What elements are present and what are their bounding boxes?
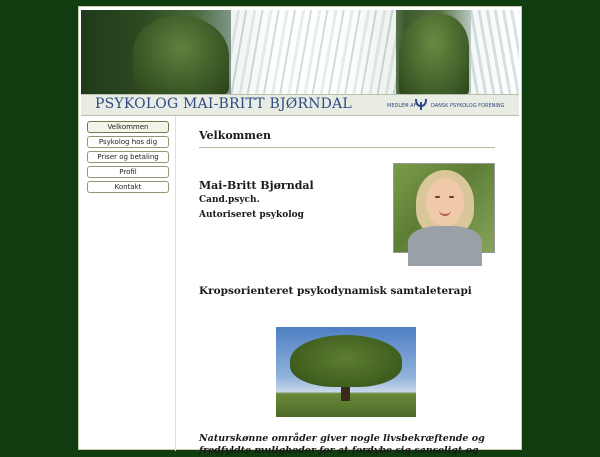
dansk-psykolog-forening-logo[interactable] bbox=[415, 98, 427, 110]
header-banner-waterfall-image bbox=[81, 10, 519, 94]
psychologist-role: Autoriseret psykolog bbox=[199, 210, 304, 220]
member-label: MEDLEM AF bbox=[387, 103, 417, 109]
page-heading: Velkommen bbox=[199, 129, 495, 148]
nav-item-profil[interactable]: Profil bbox=[87, 166, 169, 178]
psychologist-name: Mai-Britt Bjørndal bbox=[199, 179, 314, 192]
title-bar bbox=[81, 94, 519, 116]
org-name: DANSK PSYKOLOG FORENING bbox=[431, 103, 505, 109]
nav-item-kontakt[interactable]: Kontakt bbox=[87, 181, 169, 193]
sidebar bbox=[81, 116, 176, 451]
intro-paragraph: Naturskønne områder giver nogle livsbekræftende og fredfyldte muligheder for at fordybe sig sanseligt og bbox=[199, 433, 485, 456]
nav-item-psykolog-hos-dig[interactable]: Psykolog hos dig bbox=[87, 136, 169, 148]
psychologist-degree: Cand.psych. bbox=[199, 195, 260, 205]
therapy-subheading: Kropsorienteret psykodynamisk samtaleterapi bbox=[199, 285, 472, 297]
portrait-photo bbox=[393, 163, 495, 253]
main-nav bbox=[87, 121, 169, 196]
nav-item-velkommen[interactable]: Velkommen bbox=[87, 121, 169, 133]
nav-item-priser-og-betaling[interactable]: Priser og betaling bbox=[87, 151, 169, 163]
page-container bbox=[78, 6, 522, 456]
site-title: PSYKOLOG MAI-BRITT BJØRNDAL bbox=[95, 96, 352, 112]
oak-tree-photo bbox=[276, 327, 416, 417]
